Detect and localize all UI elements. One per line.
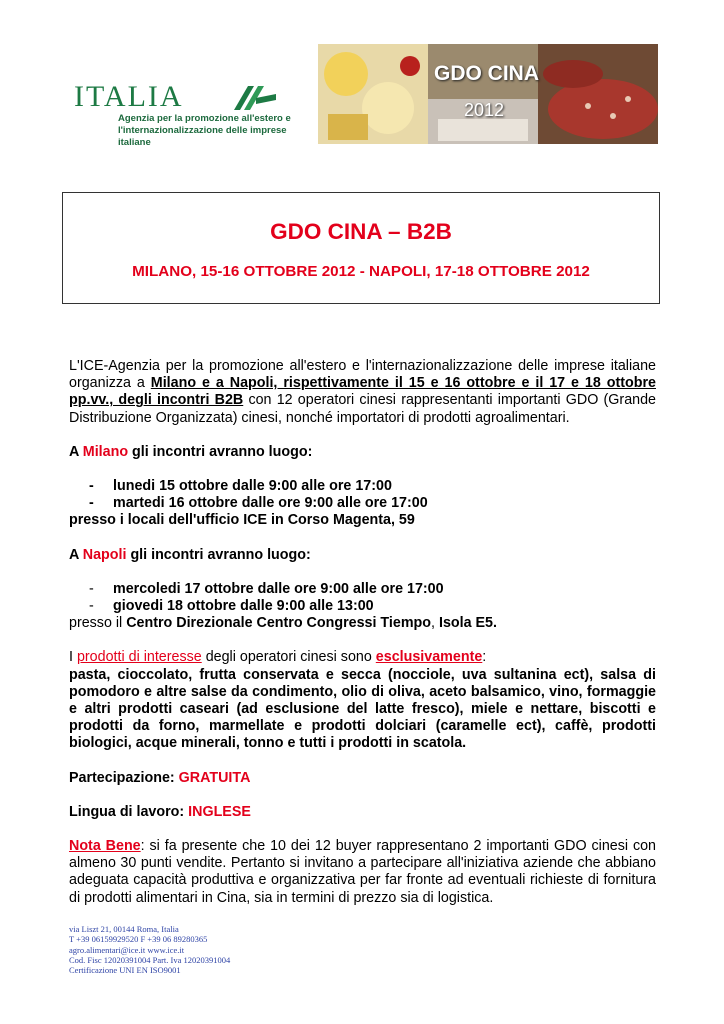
footer-email: agro.alimentari@ice.it www.ice.it bbox=[69, 944, 185, 955]
dash: - bbox=[89, 495, 94, 512]
products-list: pasta, cioccolato, frutta conservata e secca (nocciole, uva sultanina ect), salsa di pomodoro e altre salse da condimento, olio di oliva, aceto balsamico, vino, formaggie e altri prodotti caseari (ad esclusione del latte fresco), miele e nettare, biscotti e prodotti da forno, marmellate e prodotti dolciari (caramelle ect), caffè, prodotti biologici, acque minerali, tonno e tutti i prodotti in scatola. bbox=[69, 666, 656, 752]
heading-text: A bbox=[69, 443, 83, 460]
footer-tax-code: Cod. Fisc 12020391004 Part. Iva 12020391004 bbox=[69, 954, 231, 965]
intro-text: L'ICE-Agenzia per la promozione all'estero e l'internazionalizzazione delle imprese italiane organizza a bbox=[69, 358, 656, 392]
footer-address: via Liszt 21, 00144 Roma, Italia bbox=[69, 924, 179, 934]
list-item bbox=[69, 495, 656, 512]
schedule-text: mercoledi 17 ottobre dalle ore 9:00 alle ore 17:00 bbox=[113, 580, 444, 597]
nota-bene-text: : si fa presente che 10 dei 12 buyer rappresentano 2 importanti GDO cinesi con almeno 30 punti vendite. Pertanto si invitano a partecipare all'iniziativa aziende che abbiano adeguata capacità produttiva e organizzativa per far fronte ad eventuali richieste di fornitura di prodotti alimentari in Cina, sia in termini di prezzo sia di logistica. bbox=[69, 838, 656, 906]
list-item bbox=[69, 581, 656, 598]
logo-subtitle-line: l'internazionalizzazione delle imprese italiane bbox=[118, 125, 287, 148]
intro-highlight: Milano e a Napoli, rispettivamente il 15 e 16 ottobre e il 17 e 18 ottobre pp.vv., degli incontri B2B bbox=[69, 375, 656, 409]
products-text: I bbox=[69, 649, 77, 666]
lingua-line bbox=[69, 804, 656, 821]
field-label: Partecipazione: bbox=[69, 769, 179, 786]
products-highlight: prodotti di interesse bbox=[76, 649, 202, 666]
napoli-location bbox=[69, 615, 656, 632]
city-name: Milano bbox=[82, 443, 129, 460]
dash: - bbox=[89, 478, 94, 495]
schedule-text: lunedi 15 ottobre dalle 9:00 alle ore 17:00 bbox=[113, 478, 392, 495]
schedule-text: martedi 16 ottobre dalle ore 9:00 alle ore 17:00 bbox=[113, 495, 428, 512]
heading-text: gli incontri avranno luogo: bbox=[128, 443, 313, 460]
ice-arrows-icon bbox=[232, 84, 278, 112]
schedule-text: giovedi 18 ottobre dalle 9:00 alle 13:00 bbox=[113, 598, 374, 615]
footer-certification: Certificazione UNI EN ISO9001 bbox=[69, 965, 181, 976]
location-name: Centro Direzionale Centro Congressi Tiempo bbox=[126, 615, 432, 632]
field-label: Lingua di lavoro: bbox=[69, 803, 189, 820]
list-item bbox=[69, 478, 656, 495]
banner-title: GDO CINA bbox=[434, 62, 539, 85]
list-item bbox=[69, 598, 656, 615]
logo-subtitle-line: Agenzia per la promozione all'estero e bbox=[118, 113, 291, 124]
milano-location: presso i locali dell'ufficio ICE in Corso Magenta, 59 bbox=[69, 512, 415, 529]
milano-heading bbox=[69, 444, 656, 461]
intro-text: con 12 operatori cinesi rappresentanti importanti GDO (Grande Distribuzione Organizzata) cinesi, nonché importatori di prodotti agroalimentari. bbox=[69, 392, 656, 426]
title-box bbox=[62, 192, 660, 304]
location-text: , bbox=[431, 615, 439, 632]
products-text: : bbox=[482, 649, 487, 666]
nota-bene-paragraph bbox=[69, 838, 656, 907]
banner-year: 2012 bbox=[464, 100, 505, 120]
heading-text: gli incontri avranno luogo: bbox=[126, 546, 311, 563]
field-value: INGLESE bbox=[188, 803, 251, 820]
products-highlight: esclusivamente bbox=[375, 649, 483, 666]
footer-contact bbox=[69, 924, 230, 975]
nota-bene-label: Nota Bene bbox=[69, 838, 141, 855]
products-intro bbox=[69, 649, 656, 666]
dash: - bbox=[89, 598, 94, 615]
intro-paragraph bbox=[69, 358, 656, 427]
logo-wordmark: ITALIA bbox=[74, 80, 184, 113]
location-name: Isola E5. bbox=[438, 615, 497, 632]
napoli-heading bbox=[69, 547, 656, 564]
document-body bbox=[69, 358, 656, 907]
products-text: degli operatori cinesi sono bbox=[201, 649, 376, 666]
dash: - bbox=[89, 580, 94, 597]
logo-subtitle bbox=[118, 113, 318, 149]
city-name: Napoli bbox=[82, 546, 127, 563]
heading-text: A bbox=[69, 546, 83, 563]
food-photo-image bbox=[318, 44, 658, 144]
footer-phone: T +39 06159929520 F +39 06 89280365 bbox=[69, 934, 208, 945]
ice-logo bbox=[74, 80, 294, 146]
page-subtitle: MILANO, 15-16 OTTOBRE 2012 - NAPOLI, 17-18 OTTOBRE 2012 bbox=[132, 263, 590, 280]
location-text: presso il bbox=[69, 615, 127, 632]
gdo-cina-banner bbox=[318, 44, 658, 144]
page-title: GDO CINA – B2B bbox=[270, 219, 452, 244]
partecipazione-line bbox=[69, 770, 656, 787]
field-value: GRATUITA bbox=[178, 769, 251, 786]
